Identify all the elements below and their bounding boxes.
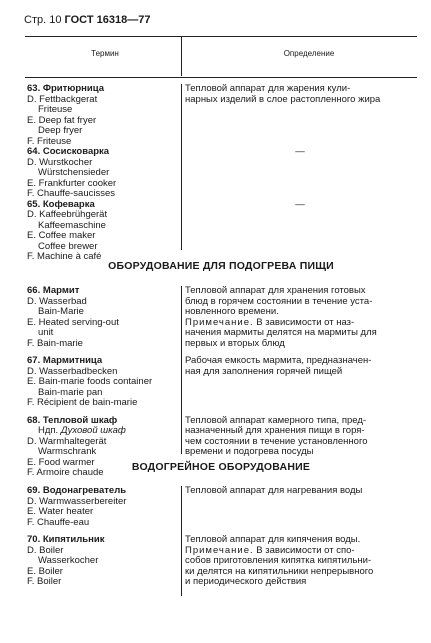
definition-line: Тепловой аппарат для хранения готовых [185, 285, 366, 296]
term-translation: E. Frankfurter cooker [27, 177, 117, 189]
standard-number: ГОСТ 16318—77 [64, 14, 151, 26]
term-translation: E. Deep fat fryer [27, 114, 97, 126]
row-spacer [185, 377, 415, 388]
term-translation: Deep fryer [38, 125, 83, 136]
term-column [27, 486, 183, 588]
row-spacer [185, 231, 415, 242]
term-title: 65. Кофеварка [27, 198, 95, 210]
definition-line: Тепловой аппарат для жарения кули- [185, 83, 351, 94]
term-translation: Warmschrank [38, 446, 97, 457]
term-translation: Kaffeemaschine [38, 219, 106, 231]
term-translation: D. Wasserbad [27, 295, 87, 307]
section-block [25, 83, 417, 262]
definition-line: нарных изделий в слое растопленного жира [185, 93, 381, 105]
row-spacer [185, 168, 415, 179]
term-translation: D. Kaffeebrühgerät [27, 209, 108, 220]
definition-entry [185, 286, 415, 349]
definition-line: новленного времени. [185, 306, 279, 317]
term-column [27, 84, 183, 263]
term-entry [27, 200, 183, 263]
term-translation: E. Bain-marie foods container [27, 376, 153, 387]
definition-column [185, 486, 415, 588]
definition-line: Рабочая емкость мармита, предназначен- [185, 355, 372, 366]
definition-entry [185, 84, 415, 147]
term-translation: Wasserkocher [38, 555, 99, 566]
term-entry [27, 286, 183, 349]
term-translation: E. Water heater [27, 506, 94, 517]
definition-line: чем состоянии в течение установленного [185, 435, 368, 447]
term-translation: E. Food warmer [27, 456, 95, 468]
term-translation: D. Fettbackgerat [27, 93, 98, 105]
term-title: 67. Мармитница [27, 355, 103, 366]
term-translation: F. Armoire chaude [27, 467, 104, 478]
column-divider [181, 486, 182, 596]
definition-line: ки делятся на кипятильники непрерывного [185, 565, 374, 577]
header-divider [181, 36, 182, 76]
term-translation: F. Récipient de bain-marie [27, 397, 138, 408]
term-entry [27, 147, 183, 200]
row-spacer [185, 507, 415, 518]
definition-line: ная для заполнения горячей пищей [185, 365, 343, 377]
definition-line: собов приготовления кипятка кипятильни- [185, 555, 372, 566]
column-divider [181, 84, 182, 250]
term-translation: D. Warmwasserbereiter [27, 495, 127, 507]
definition-line: Тепловой аппарат для нагревания воды [185, 485, 363, 496]
term-title: 66. Мармит [27, 285, 80, 296]
term-title: 70. Кипятильник [27, 534, 105, 545]
row-spacer [185, 116, 415, 127]
row-spacer [185, 210, 415, 221]
term-title: 68. Тепловой шкаф [27, 414, 118, 426]
row-spacer [185, 518, 415, 529]
term-entry [27, 486, 183, 528]
term-title: 64. Сосисковарка [27, 146, 110, 157]
term-translation: Würstchensieder [38, 167, 110, 178]
definition-entry [185, 486, 415, 528]
term-translation: F. Bain-marie [27, 337, 83, 349]
note-line: Примечание. В зависимости от наз- [185, 316, 355, 328]
definition-entry [185, 356, 415, 409]
term-translation: F. Friteuse [27, 135, 72, 147]
term-title: 69. Водонагреватель [27, 485, 127, 496]
definition-entry [185, 147, 415, 200]
section-title: ВОДОГРЕЙНОЕ ОБОРУДОВАНИЕ [131, 461, 311, 473]
page-label: Стр. 10 [24, 14, 62, 26]
term-translation: D. Wasserbadbecken [27, 365, 118, 377]
term-entry [27, 356, 183, 409]
term-translation: Friteuse [38, 104, 73, 115]
definition-line: назначенный для хранения пищи в горя- [185, 425, 365, 436]
row-spacer [185, 158, 415, 169]
table-header [25, 36, 417, 78]
page-header [24, 14, 150, 26]
term-title: 63. Фритюрница [27, 83, 104, 94]
term-translation: Coffee brewer [38, 240, 98, 252]
empty-definition-dash: — [295, 198, 305, 210]
term-translation: E. Boiler [27, 565, 63, 577]
empty-definition-dash: — [295, 146, 305, 157]
term-translation: E. Coffee maker [27, 230, 96, 241]
row-spacer [185, 497, 415, 508]
definition-entry [185, 200, 415, 263]
definition-entry [185, 535, 415, 588]
definition-line: начения мармиты делятся на мармиты для [185, 327, 377, 338]
note-line: Примечание. В зависимости от спо- [185, 544, 355, 556]
term-entry [27, 535, 183, 588]
definition-line: первых и вторых блюд [185, 337, 285, 349]
section-block [25, 486, 417, 590]
definition-line: Тепловой аппарат для кипячения воды. [185, 534, 361, 545]
term-entry [27, 84, 183, 147]
row-spacer [185, 388, 415, 399]
row-spacer [185, 105, 415, 116]
definition-column [185, 84, 415, 263]
term-column [27, 286, 183, 479]
row-spacer [185, 179, 415, 190]
column-divider [181, 286, 182, 454]
term-translation: F. Boiler [27, 576, 62, 587]
definition-line: и периодического действия [185, 576, 307, 587]
term-translation: Ндп. Духовой шкаф [38, 425, 126, 436]
term-translation: Bain-Marie [38, 306, 84, 317]
row-spacer [185, 221, 415, 232]
row-spacer [185, 189, 415, 200]
row-spacer [185, 398, 415, 409]
term-translation: D. Warmhaltegerät [27, 435, 107, 447]
term-translation: F. Chauffe-eau [27, 516, 90, 528]
term-translation: D. Wurstkocher [27, 156, 93, 168]
row-spacer [185, 126, 415, 137]
term-translation: Bain-marie pan [38, 386, 103, 398]
term-translation: F. Machine à café [27, 251, 102, 262]
term-translation: F. Chauffe-saucisses [27, 188, 116, 199]
definition-line: блюд в горячем состоянии в течение уста- [185, 295, 373, 307]
row-spacer [185, 242, 415, 253]
definition-line: Тепловой аппарат камерного типа, пред- [185, 414, 367, 426]
column-header-terms: Термин [91, 49, 119, 58]
definition-column [185, 286, 415, 479]
column-header-definition: Определение [283, 49, 335, 58]
section-title: ОБОРУДОВАНИЕ ДЛЯ ПОДОГРЕВА ПИЩИ [108, 260, 334, 272]
term-translation: D. Boiler [27, 544, 64, 556]
term-translation: E. Heated serving-out [27, 316, 119, 328]
term-translation: unit [38, 327, 54, 338]
definition-line: времени и подогрева посуды [185, 446, 314, 457]
